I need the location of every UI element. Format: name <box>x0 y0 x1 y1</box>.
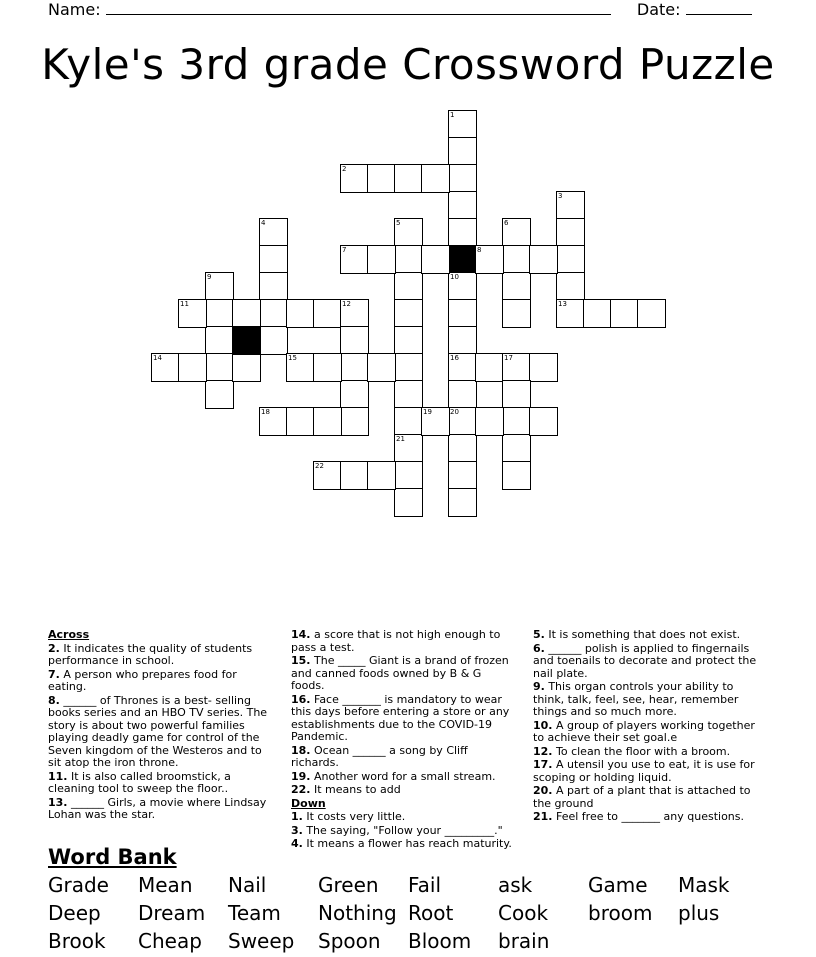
clue-text: The saying, "Follow your _________." <box>302 823 503 837</box>
clue-number: 18 <box>261 408 270 416</box>
crossword-cell[interactable] <box>448 434 477 463</box>
clue-item <box>291 655 516 693</box>
word-bank-item: Root <box>408 901 454 925</box>
crossword-cell[interactable] <box>313 407 342 436</box>
clue-text: This organ controls your ability to think, talk, feel, see, hear, remember things and so much more. <box>533 680 739 718</box>
across-heading: Across <box>48 628 90 641</box>
crossword-cell[interactable] <box>394 488 423 517</box>
clue-number: 17 <box>504 354 513 362</box>
crossword-cell[interactable] <box>340 461 369 490</box>
word-bank-item: Team <box>228 901 281 925</box>
clue-number: 19 <box>423 408 432 416</box>
crossword-cell[interactable] <box>394 299 423 328</box>
crossword-cell[interactable] <box>610 299 639 328</box>
clue-text: ______ Girls, a movie where Lindsay Lohan was the star. <box>48 795 267 821</box>
crossword-cell[interactable] <box>259 272 288 301</box>
crossword-cell[interactable] <box>475 407 504 436</box>
clue-item <box>291 811 516 824</box>
clue-number: 14. <box>291 628 311 641</box>
word-bank-item: plus <box>678 901 720 925</box>
crossword-cell[interactable] <box>448 407 477 436</box>
crossword-cell[interactable] <box>259 299 288 328</box>
crossword-cell[interactable] <box>313 353 342 382</box>
word-bank-item: Game <box>588 873 648 897</box>
clue-number: 15 <box>288 354 297 362</box>
crossword-cell[interactable] <box>286 353 315 382</box>
crossword-cell[interactable] <box>502 272 531 301</box>
crossword-cell[interactable] <box>340 245 369 274</box>
word-bank-item: Nail <box>228 873 267 897</box>
clues-col-2 <box>291 629 516 852</box>
clue-text: It means a flower has reach maturity. <box>302 837 512 850</box>
crossword-cell[interactable] <box>529 245 558 274</box>
clue-number: 20 <box>450 408 459 416</box>
crossword-cell[interactable] <box>475 353 504 382</box>
crossword-cell[interactable] <box>448 353 477 382</box>
word-bank-item: broom <box>588 901 653 925</box>
clue-item <box>48 695 278 770</box>
clue-number: 18. <box>291 743 311 757</box>
word-bank-item: Mean <box>138 873 193 897</box>
crossword-cell[interactable] <box>394 461 423 490</box>
crossword-cell[interactable] <box>556 191 585 220</box>
clue-number: 19. <box>291 769 311 783</box>
crossword-cell[interactable] <box>340 380 369 409</box>
crossword-cell[interactable] <box>313 461 342 490</box>
crossword-cell[interactable] <box>394 326 423 355</box>
crossword-cell[interactable] <box>205 272 234 301</box>
clue-item <box>533 785 758 810</box>
crossword-cell[interactable] <box>340 326 369 355</box>
clue-text: Feel free to _______ any questions. <box>552 810 745 823</box>
word-bank-item: Sweep <box>228 929 295 953</box>
crossword-cell[interactable] <box>259 326 288 355</box>
clue-number: 3. <box>291 823 303 837</box>
crossword-cell[interactable] <box>205 326 234 355</box>
word-bank-item: Green <box>318 873 379 897</box>
crossword-cell[interactable] <box>340 299 369 328</box>
crossword-cell[interactable] <box>394 272 423 301</box>
clue-number: 20. <box>533 784 553 797</box>
crossword-cell[interactable] <box>421 407 450 436</box>
clues-col-3 <box>533 629 758 825</box>
clue-number: 15. <box>291 654 311 667</box>
clue-number: 6. <box>533 641 545 655</box>
crossword-cell[interactable] <box>502 245 531 274</box>
word-bank-item: Cook <box>498 901 549 925</box>
crossword-cell[interactable] <box>394 353 423 382</box>
clue-number: 5 <box>396 219 401 227</box>
crossword-cell[interactable] <box>151 353 180 382</box>
clue-text: To clean the floor with a broom. <box>552 744 731 758</box>
crossword-cell[interactable] <box>502 434 531 463</box>
clue-text: A group of players working together to achieve their set goal.e <box>533 718 755 744</box>
crossword-cell[interactable] <box>529 407 558 436</box>
clue-number: 3 <box>558 192 563 200</box>
clue-number: 10 <box>450 273 459 281</box>
clue-number: 9. <box>533 680 545 693</box>
crossword-cell[interactable] <box>394 434 423 463</box>
clue-number: 4 <box>261 219 266 227</box>
clue-number: 17. <box>533 758 553 771</box>
crossword-cell[interactable] <box>502 299 531 328</box>
clue-number: 9 <box>207 273 212 281</box>
crossword-cell[interactable] <box>583 299 612 328</box>
crossword-cell[interactable] <box>448 299 477 328</box>
black-square <box>232 326 261 355</box>
crossword-cell[interactable] <box>367 461 396 490</box>
crossword-cell[interactable] <box>340 353 369 382</box>
clue-text: ______ polish is applied to fingernails and toenails to decorate and protect the nail plate. <box>533 641 757 680</box>
crossword-cell[interactable] <box>367 164 396 193</box>
crossword-cell[interactable] <box>448 191 477 220</box>
clue-number: 21 <box>396 435 405 443</box>
clue-number: 12. <box>533 744 553 758</box>
crossword-cell[interactable] <box>502 218 531 247</box>
word-bank-item: Grade <box>48 873 109 897</box>
word-bank-title: Word Bank <box>48 845 177 869</box>
crossword-cell[interactable] <box>394 245 423 274</box>
clue-item <box>291 838 516 851</box>
clue-item <box>48 771 278 796</box>
crossword-cell[interactable] <box>448 137 477 166</box>
crossword-cell[interactable] <box>259 245 288 274</box>
down-heading: Down <box>291 796 326 810</box>
clue-number: 6 <box>504 219 509 227</box>
word-bank-item: Bloom <box>408 929 472 953</box>
clue-text: It indicates the quality of students performance in school. <box>48 641 253 667</box>
clue-number: 10. <box>533 718 553 732</box>
crossword-cell[interactable] <box>502 407 531 436</box>
crossword-cell[interactable] <box>367 245 396 274</box>
crossword-cell[interactable] <box>556 272 585 301</box>
clue-number: 22. <box>291 783 311 796</box>
page-title: Kyle's 3rd grade Crossword Puzzle <box>41 40 775 89</box>
clue-item <box>533 811 758 824</box>
clue-item <box>291 694 516 744</box>
word-bank-item: Dream <box>138 901 206 925</box>
clue-text: It is also called broomstick, a cleaning tool to sweep the floor.. <box>48 769 231 795</box>
clue-number: 5. <box>533 628 545 641</box>
crossword-cell[interactable] <box>340 164 369 193</box>
clue-number: 8. <box>48 693 60 707</box>
crossword-cell[interactable] <box>421 164 450 193</box>
crossword-cell[interactable] <box>448 110 477 139</box>
clue-number: 12 <box>342 300 351 308</box>
clue-text: a score that is not high enough to pass a test. <box>291 628 501 654</box>
clue-text: A person who prepares food for eating. <box>48 667 237 693</box>
clue-item <box>48 797 278 822</box>
clue-number: 13. <box>48 795 68 809</box>
crossword-cell[interactable] <box>448 326 477 355</box>
crossword-cell[interactable] <box>394 164 423 193</box>
word-bank-item: ask <box>498 873 533 897</box>
clues-col-1 <box>48 629 278 823</box>
crossword-cell[interactable] <box>286 299 315 328</box>
clue-text: Ocean ______ a song by Cliff richards. <box>291 743 468 769</box>
crossword-cell[interactable] <box>502 461 531 490</box>
clue-item <box>533 629 758 642</box>
word-bank-item: Cheap <box>138 929 202 953</box>
crossword-cell[interactable] <box>205 299 234 328</box>
clue-item <box>533 643 758 681</box>
clue-item <box>533 681 758 719</box>
crossword-cell[interactable] <box>502 380 531 409</box>
crossword-cell[interactable] <box>556 218 585 247</box>
crossword-cell[interactable] <box>313 299 342 328</box>
crossword-cell[interactable] <box>367 353 396 382</box>
crossword-cell[interactable] <box>529 353 558 382</box>
clue-number: 13 <box>558 300 567 308</box>
crossword-cell[interactable] <box>448 488 477 517</box>
clue-text: ______ of Thrones is a best- selling books series and an HBO TV series. The story is about two powerful families playing deadly game for control of the Seven kingdom of the Westeros and to sit atop the iron throne. <box>48 693 268 769</box>
clue-number: 16. <box>291 692 311 706</box>
clue-text: The _____ Giant is a brand of frozen and canned foods owned by B & G foods. <box>291 654 509 692</box>
crossword-cell[interactable] <box>205 380 234 409</box>
crossword-cell[interactable] <box>394 218 423 247</box>
crossword-cell[interactable] <box>205 353 234 382</box>
crossword-cell[interactable] <box>502 353 531 382</box>
clue-number: 11. <box>48 769 68 783</box>
clue-item <box>533 759 758 784</box>
crossword-cell[interactable] <box>178 353 207 382</box>
clue-item <box>533 720 758 745</box>
clue-text: Another word for a small stream. <box>310 769 496 783</box>
clue-item <box>48 643 278 668</box>
clue-number: 16 <box>450 354 459 362</box>
clue-number: 2. <box>48 641 60 655</box>
clue-number: 21. <box>533 810 553 823</box>
date-label: Date: <box>636 0 681 19</box>
word-bank-item: Deep <box>48 901 101 925</box>
clue-text: It is something that does not exist. <box>544 628 741 641</box>
clue-text: It means to add <box>310 783 401 796</box>
clue-item <box>533 746 758 759</box>
clue-number: 2 <box>342 165 347 173</box>
crossword-cell[interactable] <box>232 353 261 382</box>
crossword-cell[interactable] <box>475 245 504 274</box>
clue-item <box>48 669 278 694</box>
crossword-cell[interactable] <box>448 164 477 193</box>
word-bank-item: Brook <box>48 929 106 953</box>
clue-number: 7 <box>342 246 347 254</box>
word-bank-item: Fail <box>408 873 442 897</box>
crossword-cell[interactable] <box>556 299 585 328</box>
crossword-cell[interactable] <box>448 272 477 301</box>
clue-number: 4. <box>291 837 303 850</box>
crossword-cell[interactable] <box>286 407 315 436</box>
clue-text: Face _______ is mandatory to wear this days before entering a store or any establishments due to the COVID-19 Pandemic. <box>291 692 510 743</box>
clue-item <box>291 771 516 784</box>
crossword-cell[interactable] <box>448 380 477 409</box>
word-bank-item: Spoon <box>318 929 381 953</box>
clue-number: 8 <box>477 246 482 254</box>
black-square <box>448 245 477 274</box>
clue-item <box>291 784 516 797</box>
crossword-cell[interactable] <box>637 299 666 328</box>
clue-number: 14 <box>153 354 162 362</box>
word-bank-item: Nothing <box>318 901 397 925</box>
clue-item <box>291 629 516 654</box>
crossword-cell[interactable] <box>448 218 477 247</box>
word-bank-item: brain <box>498 929 550 953</box>
crossword-cell[interactable] <box>448 461 477 490</box>
clue-text: A utensil you use to eat, it is use for scoping or holding liquid. <box>533 758 755 784</box>
crossword-cell[interactable] <box>394 407 423 436</box>
name-label: Name: <box>48 0 101 19</box>
crossword-cell[interactable] <box>259 218 288 247</box>
crossword-cell[interactable] <box>556 245 585 274</box>
clue-text: A part of a plant that is attached to the ground <box>533 784 751 810</box>
clue-text: It costs very little. <box>302 810 406 823</box>
clue-number: 7. <box>48 667 60 681</box>
clue-number: 1. <box>291 810 303 823</box>
crossword-cell[interactable] <box>178 299 207 328</box>
crossword-cell[interactable] <box>259 407 288 436</box>
crossword-cell[interactable] <box>232 299 261 328</box>
crossword-cell[interactable] <box>421 245 450 274</box>
crossword-cell[interactable] <box>394 380 423 409</box>
clue-number: 22 <box>315 462 324 470</box>
word-bank-item: Mask <box>678 873 730 897</box>
clue-number: 11 <box>180 300 189 308</box>
crossword-cell[interactable] <box>340 407 369 436</box>
clue-item <box>291 745 516 770</box>
clue-item <box>291 825 516 838</box>
clue-number: 1 <box>450 111 455 119</box>
